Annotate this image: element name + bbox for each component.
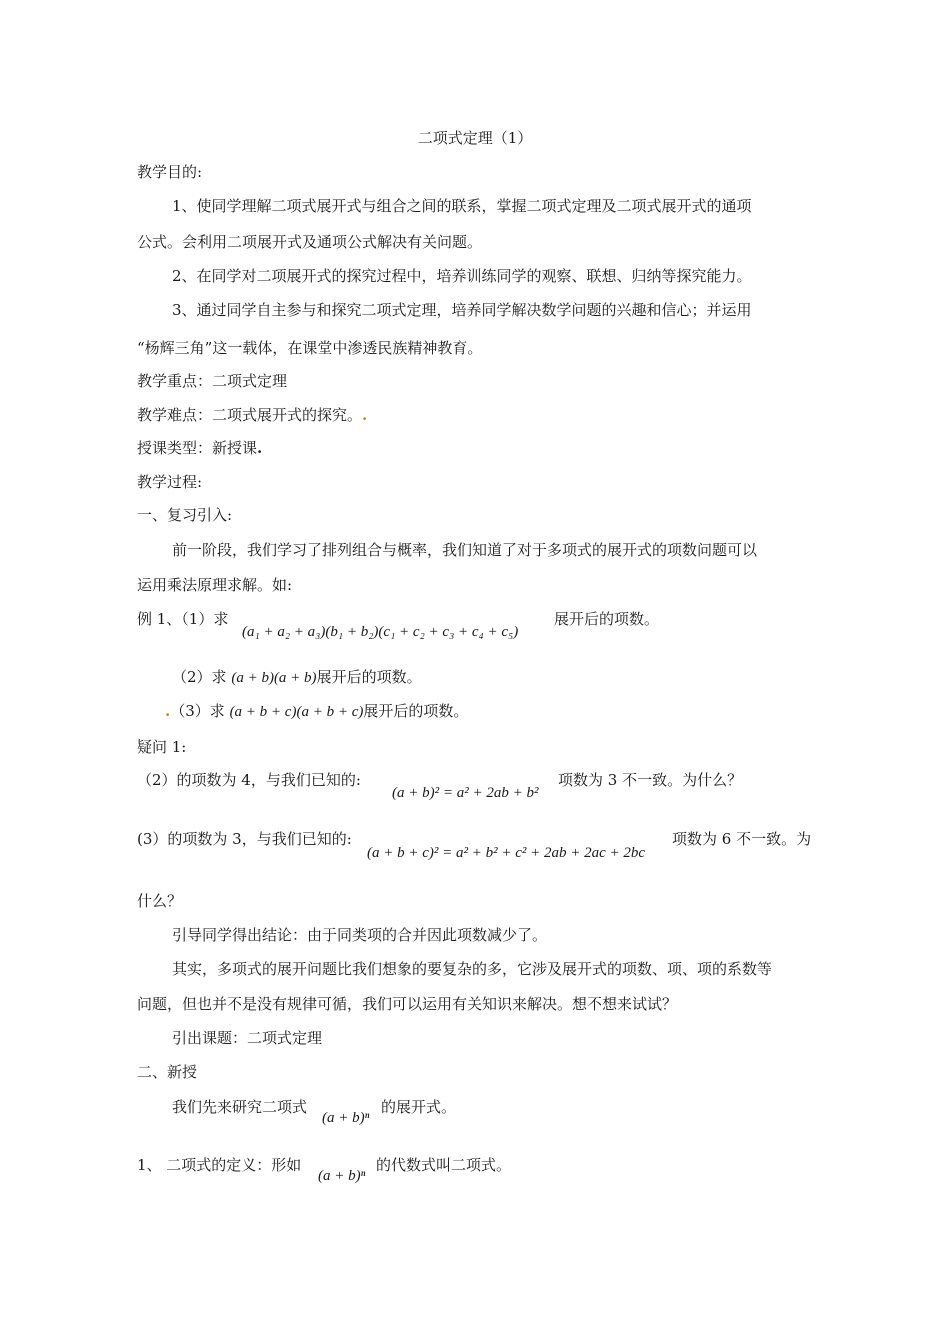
difficulty-line: [137, 405, 367, 425]
lead-topic: 引出课题：二项式定理: [172, 1029, 323, 1047]
objective-3-line-1: 3、通过同学自主参与和探究二项式定理，培养同学解决数学问题的兴趣和信心；并运用: [172, 301, 752, 319]
question-heading: 疑问 1:: [137, 738, 187, 756]
page-title: 二项式定理（1）: [417, 129, 533, 147]
example-3-line: [165, 701, 468, 722]
question-3-prefix: (3）的项数为 3，与我们已知的:: [137, 830, 352, 848]
difficulty-text: 教学难点：二项式展开式的探究。: [137, 406, 363, 424]
intro-line-1: 前一阶段，我们学习了排列组合与概率，我们知道了对于多项式的展开式的项数问题可以: [172, 541, 758, 559]
study-prefix: 我们先来研究二项式: [172, 1098, 308, 1116]
question-2-prefix: （2）的项数为 4，与我们已知的:: [137, 771, 361, 789]
objective-2: 2、在同学对二项展开式的探究过程中，培养训练同学的观察、联想、归纳等探究能力。: [172, 267, 752, 285]
paragraph-line-1: 其实，多项式的展开问题比我们想象的要复杂的多，它涉及展开式的项数、项、项的系数等: [172, 960, 773, 978]
example-3-prefix: （3）求: [170, 702, 225, 720]
question-3-formula: (a + b + c)² = a² + b² + c² + 2ab + 2ac + 2bc: [367, 845, 646, 861]
objective-3-line-2: “杨辉三角”这一载体，在课堂中渗透民族精神教育。: [137, 339, 483, 357]
process-heading: 教学过程:: [137, 473, 203, 491]
study-suffix: 的展开式。: [381, 1098, 457, 1116]
intro-line-2: 运用乘法原理求解。如:: [137, 576, 293, 594]
definition-suffix: 的代数式叫二项式。: [376, 1156, 512, 1174]
question-3-continuation: 什么？: [137, 892, 183, 910]
definition-formula: (a + b)ⁿ: [318, 1168, 366, 1184]
example-1-suffix: 展开后的项数。: [554, 610, 660, 628]
question-3-suffix: 项数为 6 不一致。为: [672, 830, 812, 848]
lesson-type-mark: .: [257, 439, 263, 457]
objectives-heading: 教学目的:: [137, 163, 203, 181]
section-1-heading: 一、复习引入:: [137, 506, 233, 524]
key-point: 教学重点：二项式定理: [137, 372, 288, 390]
study-formula: (a + b)ⁿ: [322, 1110, 370, 1126]
difficulty-mark: .: [362, 406, 368, 424]
example-3-formula: (a + b + c)(a + b + c): [229, 704, 364, 720]
question-2-suffix: 项数为 3 不一致。为什么？: [558, 771, 743, 789]
example-1-prefix: 例 1、（1）求: [137, 610, 229, 628]
example-3-suffix: 展开后的项数。: [363, 702, 469, 720]
example-2-suffix: 展开后的项数。: [316, 668, 422, 686]
example-2-formula: (a + b)(a + b): [231, 670, 317, 686]
example-2-prefix: （2）求: [172, 668, 227, 686]
example-3-mark: .: [165, 702, 171, 720]
lesson-type-text: 授课类型：新授课: [137, 439, 258, 457]
example-2-line: [172, 667, 422, 688]
section-2-heading: 二、新授: [137, 1063, 198, 1081]
question-2-formula: (a + b)² = a² + 2ab + b²: [392, 785, 539, 801]
example-1-formula: (a₁ + a₂ + a₃)(b₁ + b₂)(c₁ + c₂ + c₃ + c₄ + c₅): [242, 624, 519, 640]
definition-prefix: 1、 二项式的定义：形如: [137, 1156, 302, 1174]
lesson-type-line: [137, 438, 262, 458]
objective-1-line-1: 1、使同学理解二项式展开式与组合之间的联系，掌握二项式定理及二项式展开式的通项: [172, 197, 752, 215]
guide-conclusion: 引导同学得出结论：由于同类项的合并因此项数减少了。: [172, 926, 548, 944]
paragraph-line-2: 问题，但也并不是没有规律可循，我们可以运用有关知识来解决。想不想来试试？: [137, 995, 678, 1013]
objective-1-line-2: 公式。会利用二项展开式及通项公式解决有关问题。: [137, 233, 483, 251]
